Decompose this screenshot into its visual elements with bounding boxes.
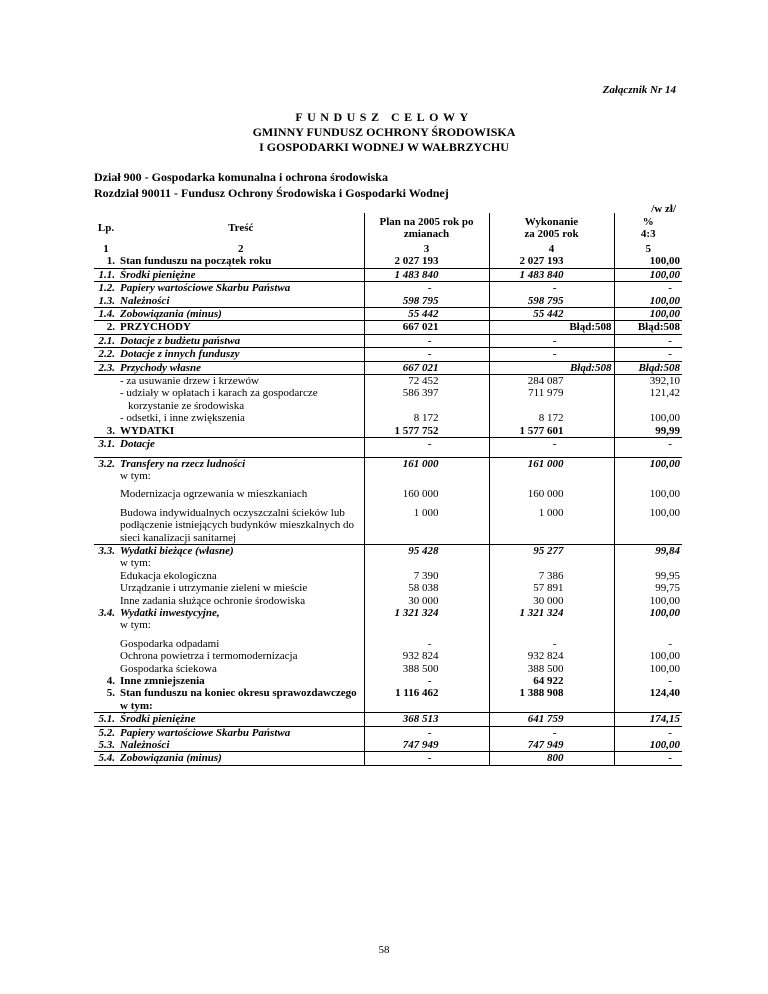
row-name — [118, 507, 364, 545]
row-name — [118, 321, 364, 334]
row-name — [118, 713, 364, 726]
row-lp: 5.2. — [94, 726, 118, 739]
row-name — [118, 308, 364, 321]
table-row — [94, 726, 682, 739]
row-label-cont: korzystanie ze środowiska — [128, 399, 245, 412]
row-exec: - — [489, 438, 614, 451]
row-pct: 100,00 — [614, 607, 682, 619]
table-row — [94, 544, 682, 557]
colnum-3: 3 — [364, 243, 489, 255]
row-label: Edukacja ekologiczna — [120, 569, 217, 582]
row-plan: 598 795 — [364, 295, 489, 308]
table-row — [94, 348, 682, 361]
row-name — [118, 438, 364, 451]
row-pct: - — [614, 675, 682, 687]
row-name — [118, 488, 364, 500]
row-exec — [489, 619, 614, 631]
col-pct-line2: 4:3 — [640, 228, 656, 240]
row-name — [118, 375, 364, 388]
row-plan: 55 442 — [364, 308, 489, 321]
row-lp: 5.4. — [94, 752, 118, 765]
attachment-label: Załącznik Nr 14 — [602, 84, 676, 96]
row-label: Zobowiązania (minus) — [120, 752, 222, 765]
section-heading — [94, 169, 449, 201]
col-plan-line2: zmianach — [403, 228, 450, 240]
row-pct: - — [614, 638, 682, 650]
table-row — [94, 295, 682, 308]
col-tresc: Treść — [228, 221, 254, 234]
row-name — [118, 255, 364, 268]
row-exec: 1 483 840 — [489, 268, 614, 281]
row-pct: - — [614, 438, 682, 451]
table-row — [94, 425, 682, 438]
row-exec: 1 388 908 — [489, 687, 614, 712]
table-row — [94, 507, 682, 545]
row-pct: 392,10 — [614, 375, 682, 388]
row-exec: 284 087 — [489, 375, 614, 388]
row-label: Inne zmniejszenia — [120, 675, 205, 687]
row-plan: 30 000 — [364, 595, 489, 607]
table-row — [94, 282, 682, 295]
row-lp: 5.3. — [98, 739, 115, 752]
column-numbers-row — [94, 243, 682, 255]
row-lp: 1.1. — [94, 268, 118, 281]
row-name — [118, 638, 364, 650]
row-name — [118, 726, 364, 739]
row-exec: 932 824 — [489, 650, 614, 662]
row-name — [118, 675, 364, 687]
row-name — [118, 739, 364, 752]
dzial-line: Dział 900 - Gospodarka komunalna i ochrona środowiska — [94, 170, 388, 184]
row-lp: 2. — [94, 321, 118, 334]
row-plan: 747 949 — [364, 739, 489, 752]
row-exec: - — [489, 282, 614, 295]
row-plan: 667 021 — [364, 321, 489, 334]
row-pct: - — [614, 752, 682, 765]
col-pct-line1: % — [642, 215, 654, 228]
col-exec — [489, 213, 614, 243]
row-lp: 4. — [106, 675, 115, 687]
row-exec: - — [489, 726, 614, 739]
table-row — [94, 308, 682, 321]
row-exec: 2 027 193 — [489, 255, 614, 268]
row-pct: - — [614, 282, 682, 295]
table-row — [94, 650, 682, 662]
row-exec: 8 172 — [489, 412, 614, 424]
row-pct: 100,00 — [614, 663, 682, 675]
row-pct: 99,84 — [614, 544, 682, 557]
row-plan: 58 038 — [364, 582, 489, 594]
row-lp: 1.3. — [98, 294, 115, 307]
row-name — [118, 412, 364, 424]
row-label: Dotacje — [120, 438, 155, 451]
fund-table — [94, 213, 682, 766]
row-pct: 100,00 — [614, 255, 682, 268]
row-exec: 747 949 — [489, 739, 614, 752]
row-lp: 3.2. — [94, 457, 118, 470]
row-exec: 30 000 — [489, 595, 614, 607]
row-plan: - — [364, 334, 489, 347]
table-row — [94, 470, 682, 482]
row-pct — [614, 619, 682, 631]
row-exec: 1 000 — [489, 507, 614, 545]
row-exec: 388 500 — [489, 663, 614, 675]
table-row — [94, 595, 682, 607]
row-label: - udziały w opłatach i karach za gospodarcze — [120, 387, 318, 400]
row-lp — [94, 387, 118, 412]
table-row — [94, 334, 682, 347]
row-label: Środki pieniężne — [120, 268, 196, 281]
row-exec — [489, 557, 614, 569]
row-plan: - — [364, 675, 489, 687]
row-exec: 57 891 — [489, 582, 614, 594]
table-row — [94, 268, 682, 281]
row-plan: 160 000 — [364, 488, 489, 500]
document-title — [0, 110, 768, 155]
row-exec: Błąd:508 — [489, 361, 614, 374]
table-row — [94, 438, 682, 451]
table-body — [94, 255, 682, 765]
row-exec: 160 000 — [489, 488, 614, 500]
row-name — [118, 268, 364, 281]
row-pct — [614, 470, 682, 482]
row-name — [118, 282, 364, 295]
row-plan: 1 321 324 — [364, 607, 489, 619]
unit-label: /w zł/ — [651, 203, 676, 215]
row-name — [118, 752, 364, 765]
row-lp: 2.1. — [94, 334, 118, 347]
table-row — [94, 361, 682, 374]
row-pct: 174,15 — [614, 713, 682, 726]
row-pct: 100,00 — [614, 295, 682, 308]
row-exec: 161 000 — [489, 457, 614, 470]
table-row — [94, 582, 682, 594]
row-lp — [94, 375, 118, 388]
row-label: - odsetki, i inne zwiększenia — [120, 412, 245, 425]
row-label: Gospodarka odpadami — [120, 637, 220, 650]
row-lp — [94, 595, 118, 607]
table-row — [94, 457, 682, 470]
col-lp: Lp. — [97, 221, 115, 234]
row-pct: - — [614, 334, 682, 347]
table-row — [94, 488, 682, 500]
row-exec: Błąd:508 — [489, 321, 614, 334]
row-plan: - — [364, 438, 489, 451]
row-lp: 1.4. — [94, 308, 118, 321]
row-exec: 641 759 — [489, 713, 614, 726]
rozdzial-line: Rozdział 90011 - Fundusz Ochrony Środowiska i Gospodarki Wodnej — [94, 186, 449, 200]
table-row — [94, 739, 682, 752]
col-plan — [364, 213, 489, 243]
row-exec: 1 577 601 — [489, 425, 614, 438]
table-row — [94, 375, 682, 388]
row-exec: 598 795 — [489, 295, 614, 308]
row-name — [118, 663, 364, 675]
row-name — [118, 295, 364, 308]
row-name — [118, 470, 364, 482]
row-pct: 99,95 — [614, 570, 682, 582]
row-plan: - — [364, 726, 489, 739]
row-pct: - — [614, 348, 682, 361]
row-exec: 95 277 — [489, 544, 614, 557]
title-line-2: GMINNY FUNDUSZ OCHRONY ŚRODOWISKA — [252, 125, 516, 139]
row-exec: - — [489, 334, 614, 347]
row-pct: 100,00 — [614, 268, 682, 281]
table-row — [94, 387, 682, 412]
table-row — [94, 557, 682, 569]
row-pct: Błąd:508 — [614, 361, 682, 374]
row-label: Papiery wartościowe Skarbu Państwa — [120, 726, 291, 739]
row-label: Papiery wartościowe Skarbu Państwa — [120, 282, 291, 295]
table-row — [94, 675, 682, 687]
row-plan: 586 397 — [364, 387, 489, 412]
row-label: Ochrona powietrza i termomodernizacja — [120, 650, 298, 663]
row-plan: 95 428 — [364, 544, 489, 557]
table-row — [94, 255, 682, 268]
colnum-2: 2 — [238, 243, 244, 255]
row-label-cont: w tym: — [120, 699, 153, 712]
row-lp: 5. — [106, 687, 115, 700]
row-plan: 7 390 — [364, 570, 489, 582]
row-pct: - — [614, 726, 682, 739]
row-name — [118, 348, 364, 361]
row-plan: - — [364, 282, 489, 295]
row-label: Przychody własne — [120, 361, 201, 374]
row-pct: 121,42 — [614, 387, 682, 412]
title-line-1: FUNDUSZ CELOWY — [295, 110, 473, 124]
row-lp: 3.4. — [98, 606, 115, 619]
row-label: Inne zadania służące ochronie środowiska — [120, 594, 306, 607]
row-label: Gospodarka ściekowa — [120, 662, 217, 675]
row-plan: - — [364, 752, 489, 765]
row-name — [118, 361, 364, 374]
row-lp: 1.2. — [94, 282, 118, 295]
row-plan: 368 513 — [364, 713, 489, 726]
row-label: PRZYCHODY — [120, 321, 191, 334]
row-name — [118, 570, 364, 582]
row-label: w tym: — [120, 469, 151, 482]
row-label: Wydatki bieżące (własne) — [120, 544, 234, 557]
colnum-4: 4 — [489, 243, 614, 255]
row-lp — [94, 638, 118, 650]
col-pct — [614, 213, 682, 243]
row-label-cont: sieci kanalizacji sanitarnej — [120, 531, 237, 544]
colnum-1: 1 — [103, 243, 109, 255]
col-exec-line1: Wykonanie — [524, 215, 579, 228]
row-pct: 100,00 — [614, 308, 682, 321]
row-pct: 99,99 — [614, 425, 682, 438]
row-label: w tym: — [120, 557, 151, 570]
row-pct: 124,40 — [614, 687, 682, 712]
header-row — [94, 213, 682, 243]
row-plan: 161 000 — [364, 457, 489, 470]
row-name — [118, 544, 364, 557]
col-exec-line2: za 2005 rok — [524, 228, 579, 240]
row-label: Dotacje z budżetu państwa — [120, 334, 241, 347]
row-label: w tym: — [120, 619, 151, 632]
row-lp — [94, 570, 118, 582]
row-exec: 711 979 — [489, 387, 614, 412]
row-lp — [94, 663, 118, 675]
row-lp — [94, 557, 118, 569]
row-label: Dotacje z innych funduszy — [120, 348, 240, 361]
table-row — [94, 687, 682, 712]
row-label: Transfery na rzecz ludności — [120, 457, 246, 470]
row-label: Stan funduszu na początek roku — [120, 255, 272, 268]
row-name — [118, 387, 364, 412]
table-row — [94, 321, 682, 334]
col-plan-line1: Plan na 2005 rok po — [379, 215, 474, 228]
row-lp: 3.3. — [94, 544, 118, 557]
row-plan: 388 500 — [364, 663, 489, 675]
row-label: Wydatki inwestycyjne, — [120, 606, 220, 619]
row-exec: 55 442 — [489, 308, 614, 321]
row-lp: 2.3. — [94, 361, 118, 374]
row-exec: - — [489, 348, 614, 361]
row-name — [118, 687, 364, 712]
row-plan: 72 452 — [364, 375, 489, 388]
row-plan: 8 172 — [364, 412, 489, 424]
row-label: Środki pieniężne — [120, 713, 196, 726]
title-line-3: I GOSPODARKI WODNEJ W WAŁBRZYCHU — [259, 140, 509, 154]
row-lp — [94, 412, 118, 424]
row-plan: 2 027 193 — [364, 255, 489, 268]
table-row — [94, 570, 682, 582]
row-exec — [489, 470, 614, 482]
row-label: - za usuwanie drzew i krzewów — [120, 375, 259, 388]
row-label: Należności — [120, 739, 170, 752]
row-lp — [94, 507, 118, 545]
table-row — [94, 412, 682, 424]
row-pct: 100,00 — [614, 412, 682, 424]
table-row — [94, 638, 682, 650]
row-label: Budowa indywidualnych oczyszczalni ścieków lub — [120, 506, 345, 519]
row-name — [118, 650, 364, 662]
row-exec: 7 386 — [489, 570, 614, 582]
row-exec: - — [489, 638, 614, 650]
row-plan — [364, 470, 489, 482]
row-label: Urządzanie i utrzymanie zieleni w mieście — [120, 582, 308, 595]
table-row — [94, 619, 682, 631]
row-exec: 1 321 324 — [489, 607, 614, 619]
row-name — [118, 334, 364, 347]
row-pct: 100,00 — [614, 507, 682, 545]
table-row — [94, 663, 682, 675]
row-name — [118, 425, 364, 438]
row-lp — [94, 619, 118, 631]
row-name — [118, 557, 364, 569]
table-row — [94, 752, 682, 765]
colnum-5: 5 — [614, 243, 682, 255]
row-plan: 932 824 — [364, 650, 489, 662]
row-lp — [94, 488, 118, 500]
row-plan — [364, 557, 489, 569]
row-lp: 3. — [106, 424, 115, 437]
row-label-cont: podłączenie istniejących budynków mieszkalnych do — [120, 519, 354, 532]
row-pct: 100,00 — [614, 595, 682, 607]
row-plan: 667 021 — [364, 361, 489, 374]
page-number: 58 — [378, 944, 390, 956]
row-label: Stan funduszu na koniec okresu sprawozdawczego — [120, 687, 357, 700]
row-pct: 100,00 — [614, 457, 682, 470]
row-plan: - — [364, 638, 489, 650]
row-label: Modernizacja ogrzewania w mieszkaniach — [120, 488, 308, 501]
row-exec: 64 922 — [489, 675, 614, 687]
row-label: Zobowiązania (minus) — [120, 308, 222, 321]
row-plan: - — [364, 348, 489, 361]
table-row — [94, 713, 682, 726]
row-plan — [364, 619, 489, 631]
row-lp: 5.1. — [94, 713, 118, 726]
row-lp: 1. — [106, 255, 115, 268]
row-lp: 3.1. — [94, 438, 118, 451]
row-label: Należności — [120, 294, 170, 307]
row-plan: 1 483 840 — [364, 268, 489, 281]
row-pct: 100,00 — [614, 739, 682, 752]
row-lp — [94, 582, 118, 594]
row-name — [118, 619, 364, 631]
row-lp — [94, 470, 118, 482]
row-label: WYDATKI — [120, 424, 175, 437]
row-lp: 2.2. — [94, 348, 118, 361]
row-plan: 1 116 462 — [364, 687, 489, 712]
row-name — [118, 582, 364, 594]
row-pct: 100,00 — [614, 488, 682, 500]
row-plan: 1 577 752 — [364, 425, 489, 438]
row-pct: 100,00 — [614, 650, 682, 662]
row-pct — [614, 557, 682, 569]
row-name — [118, 595, 364, 607]
row-pct: Błąd:508 — [614, 321, 682, 334]
table-row — [94, 607, 682, 619]
row-exec: 800 — [489, 752, 614, 765]
row-pct: 99,75 — [614, 582, 682, 594]
row-lp — [94, 650, 118, 662]
row-plan: 1 000 — [364, 507, 489, 545]
row-name — [118, 607, 364, 619]
row-name — [118, 457, 364, 470]
